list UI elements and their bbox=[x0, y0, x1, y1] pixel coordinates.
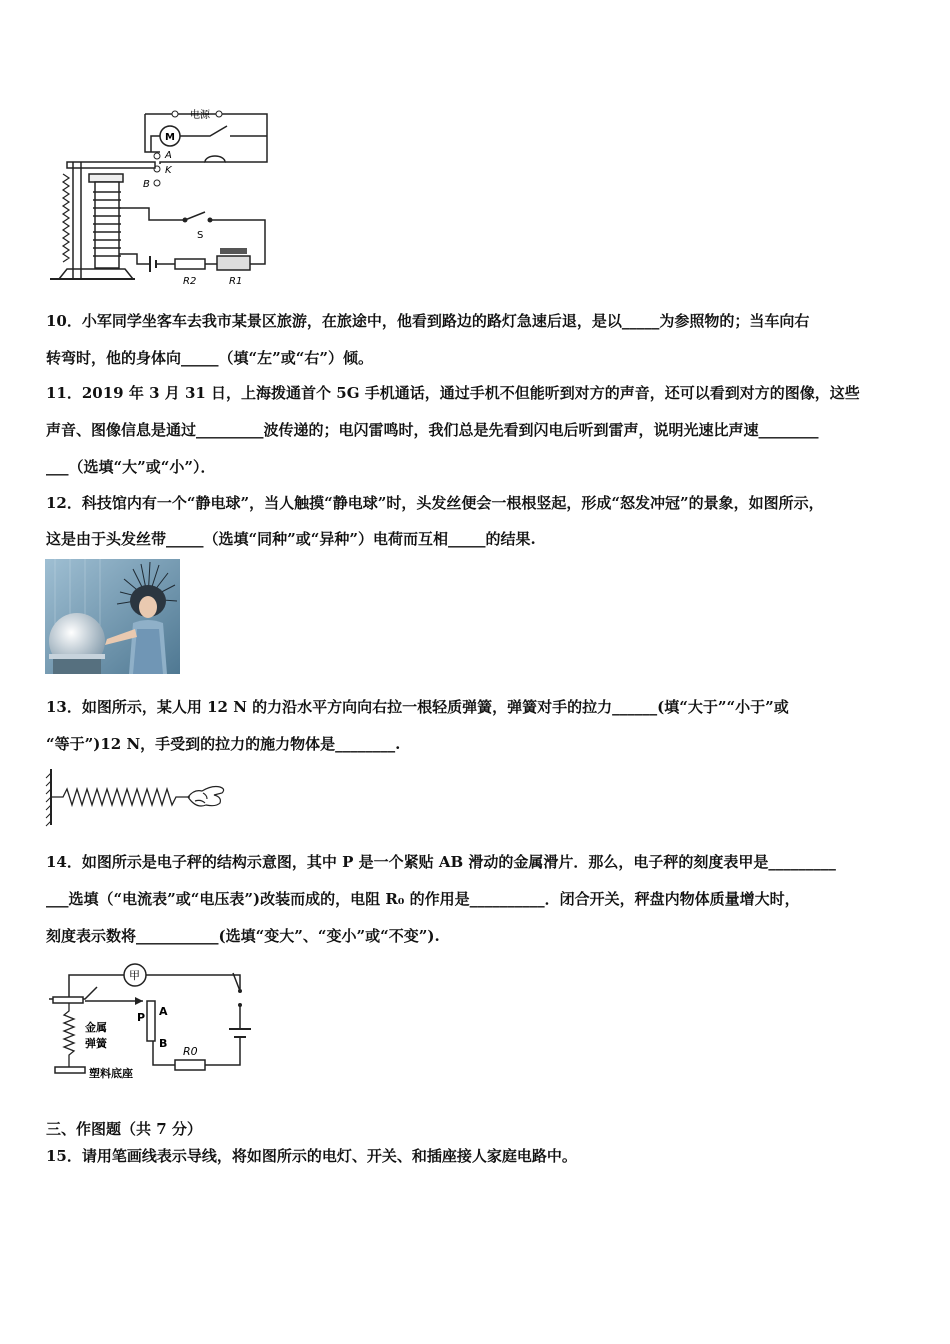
q13-line-1: 13．如图所示，某人用 12 N 的力沿水平方向向右拉一根轻质弹簧，弹簧对手的拉力______(填“大于”“小于”或 bbox=[46, 698, 789, 716]
switch-s-label: S bbox=[197, 230, 204, 241]
resistor-ab bbox=[147, 1001, 155, 1041]
bell-icon bbox=[205, 156, 225, 162]
q11-line-3: ___（选填“大”或“小”）． bbox=[46, 458, 216, 476]
contact-b-label: B bbox=[143, 179, 150, 190]
power-label: 电源 bbox=[190, 110, 210, 121]
end-b-label: B bbox=[159, 1037, 168, 1050]
q12-line-2: 这是由于头发丝带_____（选填“同种”或“异种”）电荷而互相_____的结果. bbox=[46, 530, 536, 548]
resistor-r0-label: R0 bbox=[183, 1045, 198, 1058]
q14-line-2: ___选填（“电流表”或“电压表”)改装而成的，电阻 R₀ 的作用是__________．闭合开关，秤盘内物体质量增大时， bbox=[46, 890, 800, 908]
spring-label: 弹簧 bbox=[85, 1037, 107, 1050]
relay-circuit-figure bbox=[45, 104, 275, 288]
spring-hand-figure bbox=[45, 765, 230, 827]
resistor-r1-label: R1 bbox=[229, 276, 243, 287]
base-label: 塑料底座 bbox=[89, 1067, 133, 1080]
q15-line-1: 15．请用笔画线表示导线，将如图所示的电灯、开关、和插座接人家庭电路中。 bbox=[46, 1147, 577, 1165]
q13-line-2: “等于”)12 N，手受到的拉力的施力物体是________. bbox=[46, 735, 401, 753]
q10-line-1: 10．小军同学坐客车去我市某景区旅游，在旅途中，他看到路边的路灯急速后退，是以_____为参照物的；当车向右 bbox=[46, 312, 810, 330]
contact-k-label: K bbox=[165, 165, 172, 176]
q11-line-1: 11．2019 年 3 月 31 日，上海拨通首个 5G 手机通话，通过手机不但能听到对方的声音，还可以看到对方的图像，这些 bbox=[46, 384, 860, 402]
slider-p-label: P bbox=[137, 1011, 146, 1024]
electronic-scale-figure bbox=[45, 961, 255, 1083]
q12-line-1: 12．科技馆内有一个“静电球”，当人触摸“静电球”时，头发丝便会一根根竖起，形成“怒发冲冠”的景象，如图所示， bbox=[46, 494, 824, 512]
end-a-label: A bbox=[159, 1005, 168, 1018]
q10-line-2: 转弯时，他的身体向_____（填“左”或“右”）倾。 bbox=[46, 349, 374, 367]
meter-label: 甲 bbox=[129, 969, 140, 982]
resistor-r1 bbox=[217, 256, 250, 270]
resistor-r0 bbox=[175, 1060, 205, 1070]
section-title: 三、作图题（共 7 分） bbox=[46, 1120, 202, 1138]
static-electricity-photo bbox=[45, 559, 180, 674]
metal-label: 金属 bbox=[85, 1021, 107, 1034]
q11-line-2: 声音、图像信息是通过_________波传递的；电闪雷鸣时，我们总是先看到闪电后听到雷声，说明光速比声速________ bbox=[46, 421, 819, 439]
hand-icon bbox=[188, 787, 224, 807]
contact-a-label: A bbox=[165, 150, 172, 161]
q14-line-3: 刻度表示数将___________(选填“变大”、“变小”或“不变”). bbox=[46, 927, 440, 945]
resistor-r2 bbox=[175, 259, 205, 269]
motor-label: M bbox=[165, 132, 175, 143]
q14-line-1: 14．如图所示是电子秤的结构示意图，其中 P 是一个紧贴 AB 滑动的金属滑片．那么，电子秤的刻度表甲是_________ bbox=[46, 853, 836, 871]
resistor-r2-label: R2 bbox=[183, 276, 197, 287]
